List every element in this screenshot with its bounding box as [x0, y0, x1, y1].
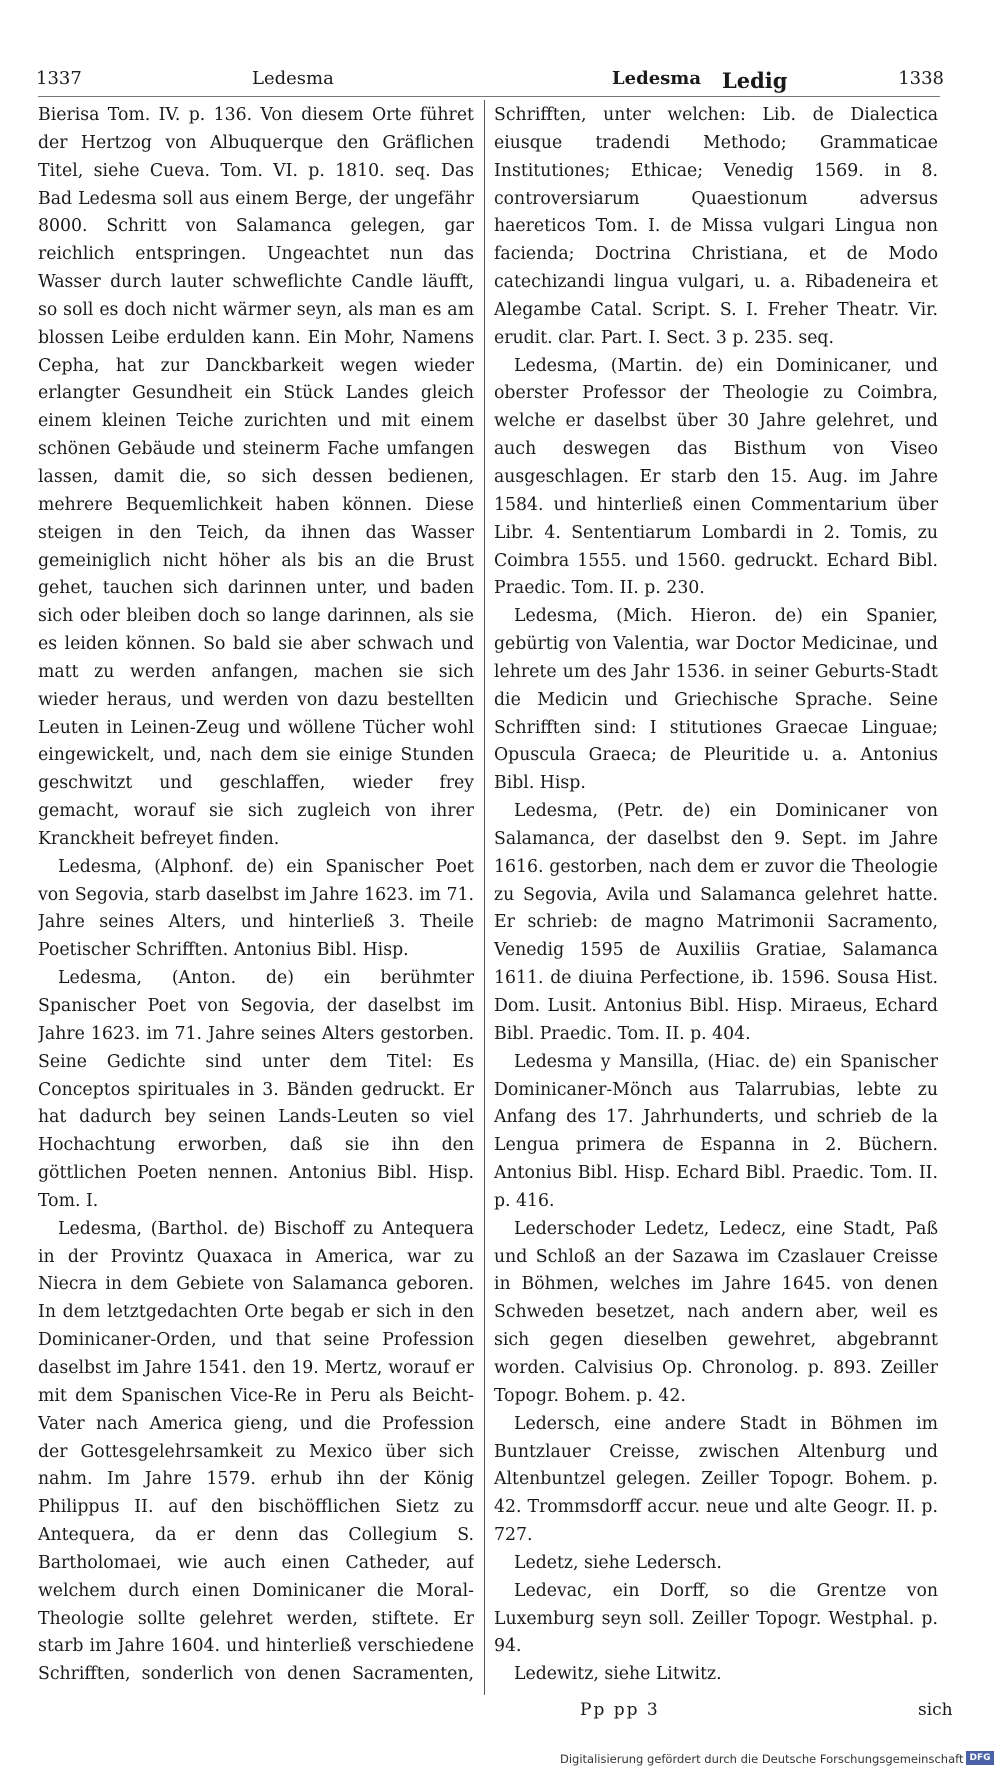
entry-paragraph: Ledesma, (Barthol. de) Bischoff zu Antequera in der Provintz Quaxaca in America, war zu Niecra in dem Gebiete von Salamanca geboren. In dem letztgedachten Orte begab er sich in den Dominicaner-Orden, und that seine Profession daselbst im Jahre 1541. den 19. Mertz, worauf er mit dem Spanischen Vice-Re in Peru als Beicht-Vater nach America gieng, und die Profession der Gottesgelehrsamkeit zu Mexico über sich nahm. Im Jahre 1579. erhub ihn der König Philippus II. auf den bischöfflichen Sietz zu Antequera, da er denn das Collegium S. Bartholomaei, wie auch einen Catheder, auf welchem durch einen Dominicaner die Moral-Theologie sollte gelehret werden, stiftete. Er starb im Jahre 1604. und hinterließ verschiedene Schrifften, sonderlich von denen Sacramenten,: [38, 1218, 474, 1685]
left-column: [38, 102, 474, 1692]
entry-paragraph: Lederschoder Ledetz, Ledecz, eine Stadt, Paß und Schloß an der Sazawa im Czaslauer Creisse in Böhmen, welches im Jahre 1645. von denen Schweden besetzet, nach andern aber, weil es sich gegen dieselben gewehret, abgebrannt worden. Calvisius Op. Chronolog. p. 893. Zeiller Topogr. Bohem. p. 42.: [494, 1218, 938, 1406]
column-divider: [484, 100, 485, 1695]
running-head-right: Ledesma: [612, 68, 701, 89]
entry-paragraph: Ledetz, siehe Ledersch.: [514, 1552, 722, 1573]
entry-paragraph: Ledevac, ein Dorff, so die Grentze von Luxemburg seyn soll. Zeiller Topogr. Westphal. p. 94.: [494, 1580, 938, 1657]
page-number-right: 1338: [898, 68, 944, 89]
entry-paragraph: Ledesma y Mansilla, (Hiac. de) ein Spanischer Dominicaner-Mönch aus Talarrubias, lebte zu Anfang des 17. Jahrhunderts, und schrieb de la Lengua primera de Espanna in 2. Büchern. Antonius Bibl. Hisp. Echard Bibl. Praedic. Tom. II. p. 416.: [494, 1051, 938, 1211]
header-rule: [38, 96, 940, 97]
header-catchword: Ledig: [722, 68, 788, 93]
entry-paragraph: [494, 1689, 938, 1692]
entry-paragraph: Ledesma, (Petr. de) ein Dominicaner von Salamanca, der daselbst den 9. Sept. im Jahre 1616. gestorben, nach dem er zuvor die Theologie zu Segovia, Avila und Salamanca gelehret hatte. Er schrieb: de magno Matrimonii Sacramento, Venedig 1595 de Auxiliis Gratiae, Salamanca 1611. de diuina Perfectione, ib. 1596. Sousa Hist. Dom. Lusit. Antonius Bibl. Hisp. Miraeus, Echard Bibl. Praedic. Tom. II. p. 404.: [494, 801, 938, 1044]
page-header: [36, 68, 944, 96]
entry-paragraph: Ledesma, (Anton. de) ein berühmter Spanischer Poet von Segovia, der daselbst im Jahre 1623. im 71. Jahre seines Alters gestorben. Seine Gedichte sind unter dem Titel: Es Conceptos spirituales in 3. Bänden gedruckt. Er hat dadurch bey seinen Lands-Leuten so viel Hochachtung erworben, daß sie ihn den göttlichen Poeten nennen. Antonius Bibl. Hisp. Tom. I.: [38, 968, 474, 1211]
entry-paragraph: Bierisa Tom. IV. p. 136. Von diesem Orte führet der Hertzog von Albuquerque den Gräflichen Titel, siehe Cueva. Tom. VI. p. 1810. seq. Das Bad Ledesma soll aus einem Berge, der ungefähr 8000. Schritt von Salamanca gelegen, gar reichlich entspringen. Ungeachtet nun das Wasser durch lauter schweflichte Candle läufft, so soll es doch nicht wärmer seyn, als man es am blossen Leibe erdulden kann. Ein Mohr, Namens Cepha, hat zur Danckbarkeit wegen wieder erlangter Gesundheit ein Stück Landes gleich einem kleinen Teiche zurichten und mit einem schönen Gebäude und steinerm Fache umfangen lassen, damit die, so sich dessen bedienen, mehrere Bequemlichkeit haben können. Diese steigen in den Teich, da ihnen das Wasser gemeiniglich nicht höher als bis an die Brust gehet, tauchen sich darinnen unter, und baden sich oder bleiben doch so lange darinnen, als sie es leiden können. So bald sie aber schwach und matt zu werden anfangen, machen sie sich wieder heraus, und werden von dazu bestellten Leuten in Leinen-Zeug und wöllene Tücher wohl eingewickelt, und, nach dem sie einige Stunden geschwitzt und geschlaffen, wieder frey gemacht, worauf sie sich zugleich von ihrer Kranckheit befreyet finden.: [38, 105, 474, 849]
entry-paragraph: Ledersch, eine andere Stadt in Böhmen im Buntzlauer Creisse, zwischen Altenburg und Altenbuntzel gelegen. Zeiller Topogr. Bohem. p. 42. Trommsdorff accur. neue und alte Geogr. II. p. 727.: [494, 1413, 938, 1546]
entry-paragraph: Ledesma, (Mich. Hieron. de) ein Spanier, gebürtig von Valentia, war Doctor Medicinae, und lehrete um des Jahr 1536. in seiner Geburts-Stadt die Medicin und Griechische Sprache. Seine Schrifften sind: I stitutiones Graecae Linguae; Opuscula Graeca; de Pleuritide u. a. Antonius Bibl. Hisp.: [494, 606, 938, 794]
footer-catchword: sich: [918, 1700, 953, 1720]
digitization-credit: Digitalisierung gefördert durch die Deutsche Forschungsgemeinschaft: [560, 1752, 964, 1766]
right-column: [494, 102, 938, 1692]
page-number-left: 1337: [36, 68, 82, 89]
entry-paragraph: Ledesma, (Martin. de) ein Dominicaner, und oberster Professor der Theologie zu Coimbra, welche er daselbst über 30 Jahre gelehret, und auch deswegen das Bisthum von Viseo ausgeschlagen. Er starb den 15. Aug. im Jahre 1584. und hinterließ einen Commentarium über Libr. 4. Sententiarum Lombardi in 2. Tomis, zu Coimbra 1555. und 1560. gedruckt. Echard Bibl. Praedic. Tom. II. p. 230.: [494, 355, 938, 599]
entry-paragraph: Ledesma, (Alphonf. de) ein Spanischer Poet von Segovia, starb daselbst im Jahre 1623. im 71. Jahre seines Alters, und hinterließ 3. Theile Poetischer Schrifften. Antonius Bibl. Hisp.: [38, 856, 474, 961]
running-head-left: Ledesma: [252, 68, 334, 89]
entry-paragraph: Ledewitz, siehe Litwitz.: [514, 1664, 722, 1685]
entry-paragraph: Schrifften, unter welchen: Lib. de Dialectica eiusque tradendi Methodo; Grammaticae Institutiones; Ethicae; Venedig 1569. in 8. controversiarum Quaestionum adversus haereticos Tom. I. de Missa vulgari Lingua non facienda; Doctrina Christiana, et de Modo catechizandi lingua vulgari, u. a. Ribadeneira et Alegambe Catal. Script. S. I. Freher Theatr. Vir. erudit. clar. Part. I. Sect. 3 p. 235. seq.: [494, 105, 938, 348]
dfg-logo-icon: DFG: [966, 1751, 994, 1765]
signature-mark: Pp pp 3: [580, 1700, 660, 1720]
